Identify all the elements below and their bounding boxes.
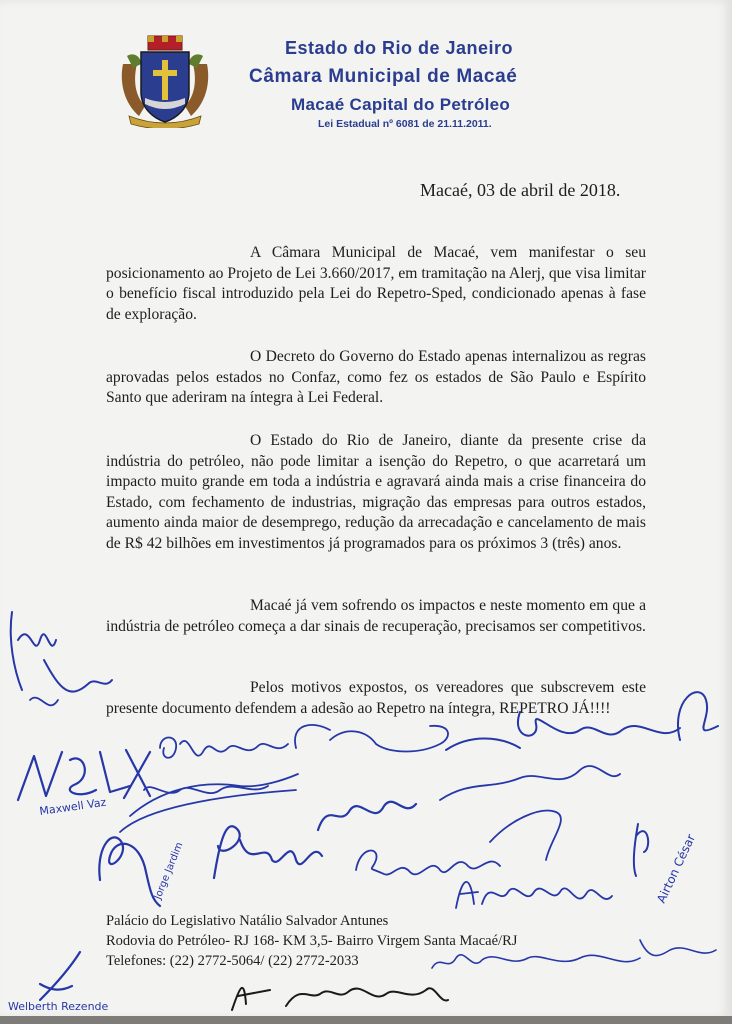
header-motto: Macaé Capital do Petróleo bbox=[291, 95, 511, 114]
header-chamber: Câmara Municipal de Macaé bbox=[249, 66, 518, 87]
table-surface bbox=[0, 1016, 732, 1024]
header-state: Estado do Rio de Janeiro bbox=[285, 38, 514, 58]
municipal-crest-icon bbox=[115, 34, 215, 128]
document-date: Macaé, 03 de abril de 2018. bbox=[420, 180, 621, 200]
footer-address-line: Rodovia do Petróleo- RJ 168- KM 3,5- Bairro Virgem Santa Macaé/RJ bbox=[106, 933, 518, 949]
signature-caption: Jorge Jardim bbox=[152, 840, 186, 902]
header-law: Lei Estadual nº 6081 de 21.11.2011. bbox=[318, 118, 492, 130]
paragraph: O Decreto do Governo do Estado apenas internalizou as regras aprovadas pelos estados no Confaz, como fez os estados de São Paulo e Espírito Santo que aderiram na íntegra à Lei Federal. bbox=[106, 348, 646, 407]
signature-caption: Welberth Rezende bbox=[8, 1000, 109, 1013]
footer-phones: Telefones: (22) 2772-5064/ (22) 2772-2033 bbox=[106, 953, 359, 969]
footer-address-line: Palácio do Legislativo Natálio Salvador Antunes bbox=[106, 913, 389, 929]
paragraph: Pelos motivos expostos, os vereadores que subscrevem este presente documento defendem a adesão ao Repetro na íntegra, REPETRO JÁ!!!! bbox=[106, 679, 646, 717]
signature-caption: Maxwell Vaz bbox=[38, 795, 108, 818]
paragraph: O Estado do Rio de Janeiro, diante da presente crise da indústria do petróleo, não pode limitar a isenção do Repetro, o que acarretará um impacto muito grande em toda a indústria e agravará ainda mais a crise financeira do Estado, com fechamento de industrias, migração das empresas para outros estados, aumento ainda maior de desemprego, redução da arrecadação e cancelamento de mais de R$ 42 bilhões em investimentos já programados para os próximos 3 (três) anos. bbox=[106, 432, 646, 552]
signature-caption: Airton César bbox=[654, 832, 699, 906]
paragraph: A Câmara Municipal de Macaé, vem manifestar o seu posicionamento ao Projeto de Lei 3.660/2017, em tramitação na Alerj, que visa limitar o benefício fiscal introduzido pela Lei do Repetro-Sped, condicionado apenas à fase de exploração. bbox=[106, 244, 646, 323]
paragraph: Macaé já vem sofrendo os impactos e neste momento em que a indústria de petróleo começa a dar sinais de recuperação, precisamos ser competitivos. bbox=[106, 597, 646, 635]
